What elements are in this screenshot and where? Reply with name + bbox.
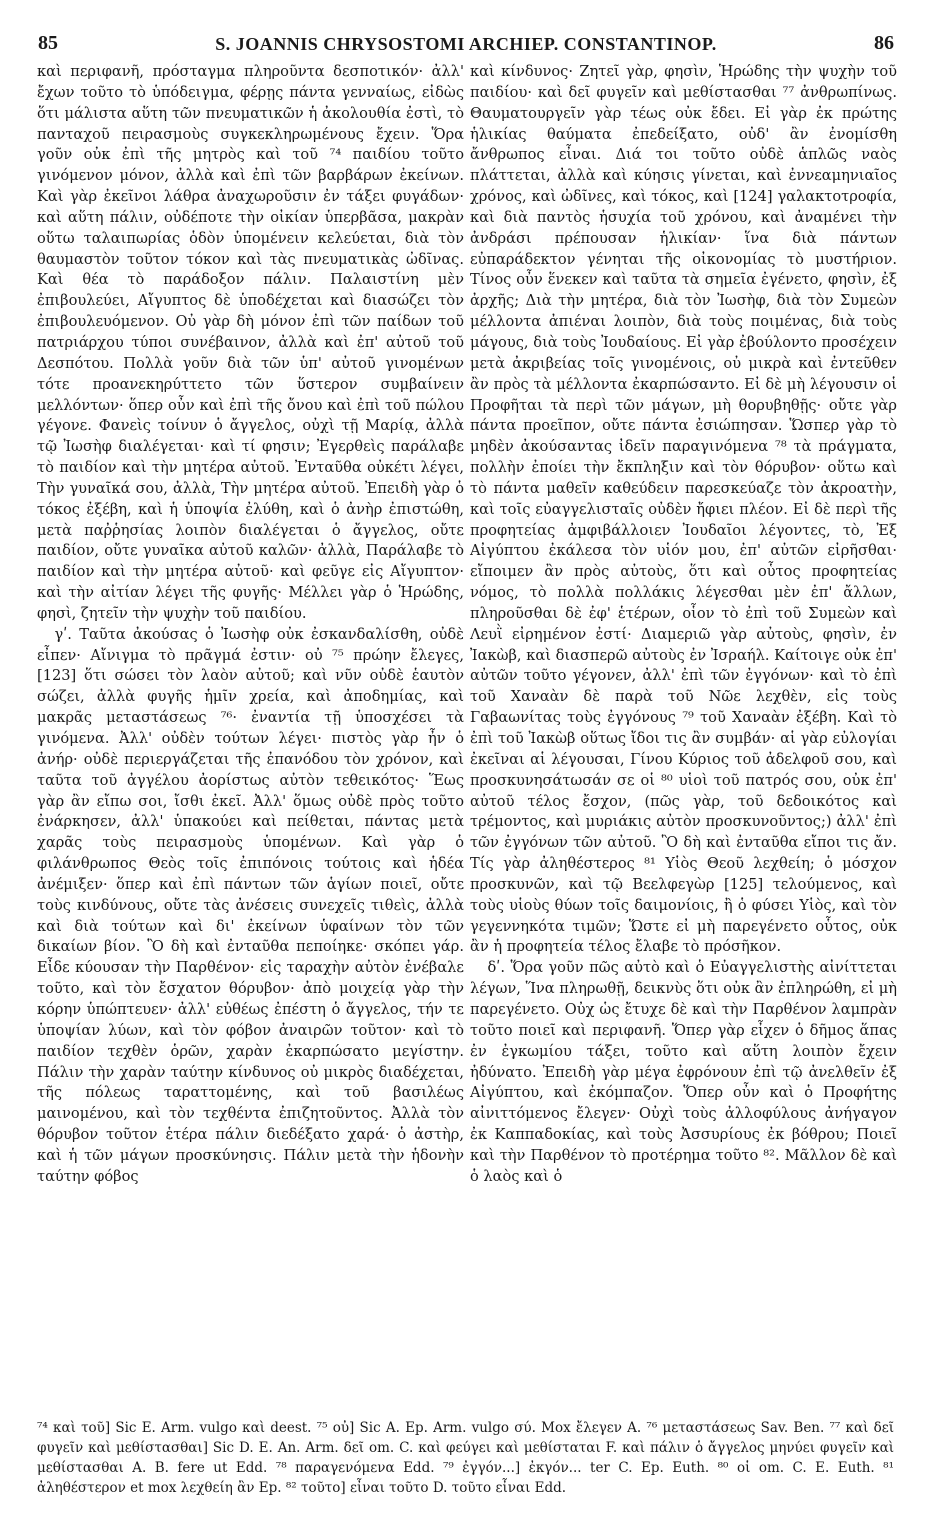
running-title: S. JOANNIS CHRYSOSTOMI ARCHIEP. CONSTANTINOP. — [215, 34, 717, 54]
left-column — [37, 62, 464, 1188]
paragraph: καὶ κίνδυνος· Ζητεῖ γὰρ, φησὶν, Ἡρώδης τὴν ψυχὴν τοῦ παιδίου· καὶ δεῖ φυγεῖν καὶ μεθίστασθαι ⁷⁷ ἀνθρωπίνως. Θαυματουργεῖν γὰρ τέως οὐκ ἔδει. Εἰ γὰρ ἐκ πρώτης ἡλικίας θαύματα ἐπεδείξατο, οὐδ' ἂν ἐνομίσθη ἄνθρωπος εἶναι. Διά τοι τοῦτο οὐδὲ ἁπλῶς ναὸς πλάττεται, ἀλλὰ καὶ κύησις γίνεται, καὶ ἐννεαμηνιαῖος χρόνος, καὶ ὠδῖνες, καὶ τόκος, καὶ [124] γαλακτοτροφία, καὶ διὰ παντὸς ἡσυχία τοῦ χρόνου, καὶ ἀναμένει τὴν ἀνδράσι πρέπουσαν ἡλικίαν· ἵνα διὰ πάντων εὐπαράδεκτον γένηται τῆς οἰκονομίας τὸ μυστήριον. Τίνος οὖν ἕνεκεν καὶ ταῦτα τὰ σημεῖα ἐγένετο, φησὶν, ἐξ ἀρχῆς; Διὰ τὴν μητέρα, διὰ τὸν Ἰωσὴφ, διὰ τὸν Συμεὼν μέλλοντα ἀπιέναι λοιπὸν, διὰ τοὺς ποιμένας, διὰ τοὺς μάγους, διὰ τοὺς Ἰουδαίους. Εἰ γὰρ ἐβούλοντο προσέχειν μετὰ ἀκριβείας τοῖς γινομένοις, οὐ μικρὰ καὶ ἐντεῦθεν ἂν πρὸς τὰ μέλλοντα ἐκαρπώσαντο. Εἰ δὲ μὴ λέγουσιν οἱ Προφῆται τὰ περὶ τῶν μάγων, μὴ θορυβηθῇς· οὔτε γὰρ πάντα προεῖπον, οὔτε πάντα ἐσιώπησαν. Ὥσπερ γὰρ τὸ μηδὲν ἀκούσαντας ἰδεῖν παραγινόμενα ⁷⁸ τὰ πράγματα, πολλὴν ἐποίει τὴν ἔκπληξιν καὶ τὸν θόρυβον· οὕτω καὶ τὸ πάντα μαθεῖν καθεύδειν παρεσκεύαζε τὸν ἀκροατὴν, καὶ τοῖς εὐαγγελισταῖς οὐδὲν ἤφιει πλέον. Εἰ δὲ περὶ τῆς προφητείας ἀμφιβάλλοιεν Ἰουδαῖοι λέγοντες, τὸ, Ἐξ Αἰγύπτου ἐκάλεσα τὸν υἱόν μου, ἐπ' αὐτῶν εἰρῆσθαι· εἴποιμεν ἂν πρὸς αὐτοὺς, ὅτι καὶ οὗτος προφητείας νόμος, τὸ πολλὰ πολλάκις λέγεσθαι μὲν ἐπ' ἄλλων, πληροῦσθαι δὲ ἐφ' ἑτέρων, οἷον τὸ ἐπὶ τοῦ Συμεὼν καὶ Λευῒ εἰρημένον ἐστί· Διαμεριῶ γὰρ αὐτοὺς, φησὶν, ἐν Ἰακὼβ, καὶ διασπερῶ αὐτοὺς ἐν Ἰσραήλ. Καίτοιγε οὐκ ἐπ' αὐτῶν τοῦτο γέγονεν, ἀλλ' ἐπὶ τῶν ἐγγόνων· καὶ τὸ ἐπὶ τοῦ Χαναὰν δὲ παρὰ τοῦ Νῶε λεχθὲν, εἰς τοὺς Γαβαωνίτας τοὺς ἐγγόνους ⁷⁹ τοῦ Χαναὰν ἐξέβη. Καὶ τὸ ἐπὶ τοῦ Ἰακὼβ οὕτως ἴδοι τις ἂν συμβάν· αἱ γὰρ εὐλογίαι ἐκεῖναι αἱ λέγουσαι, Γίνου Κύριος τοῦ ἀδελφοῦ σου, καὶ προσκυνησάτωσάν σε οἱ ⁸⁰ υἱοὶ τοῦ πατρός σου, οὐκ ἐπ' αὐτοῦ τέλος ἔσχον, (πῶς γὰρ, τοῦ δεδοικότος καὶ τρέμοντος, καὶ μυριάκις αὐτὸν προσκυνοῦντος;) ἀλλ' ἐπὶ τῶν ἐγγόνων τῶν αὐτοῦ. Ὃ δὴ καὶ ἐνταῦθα εἴποι τις ἄν. Τίς γὰρ ἀληθέστερος ⁸¹ Υἱὸς Θεοῦ λεχθείη; ὁ μόσχον προσκυνῶν, καὶ τῷ Βεελφεγὼρ [125] τελούμενος, καὶ τοὺς υἱοὺς θύων τοῖς δαιμονίοις, ἢ ὁ φύσει Υἱὸς, καὶ τὸν γεγεννηκότα τιμῶν; Ὥστε εἰ μὴ παρεγένετο οὗτος, οὐκ ἂν ἡ προφητεία τέλος ἔλαβε τὸ πρόσῆκον. — [470, 63, 897, 956]
paragraph: δʹ. Ὅρα γοῦν πῶς αὐτὸ καὶ ὁ Εὐαγγελιστὴς αἰνίττεται λέγων, Ἵνα πληρωθῇ, δεικνὺς ὅτι οὐκ ἂν ἐπληρώθη, εἰ μὴ παρεγένετο. Οὐχ ὡς ἔτυχε δὲ καὶ τὴν Παρθένον λαμπρὰν τοῦτο ποιεῖ καὶ περιφανῆ. Ὅπερ γὰρ εἶχεν ὁ δῆμος ἅπας ἐν ἐγκωμίου τάξει, τοῦτο καὶ αὕτη λοιπὸν ἔχειν ἠδύνατο. Ἐπειδὴ γὰρ μέγα ἐφρόνουν ἐπὶ τῷ ἀνελθεῖν ἐξ Αἰγύπτου, καὶ ἐκόμπαζον. Ὅπερ οὖν καὶ ὁ Προφήτης αἰνιττόμενος ἔλεγεν· Οὐχὶ τοὺς ἀλλοφύλους ἀνήγαγον ἐκ Καππαδοκίας, καὶ τοὺς Ἀσσυρίους ἐκ βόθρου; Ποιεῖ καὶ τὴν Παρθένον τὸ προτέρημα τοῦτο ⁸². Μᾶλλον δὲ καὶ ὁ λαὸς καὶ ὁ — [470, 959, 897, 1185]
footnote-text: ⁷⁴ καὶ τοῦ] Sic E. Arm. vulgo καὶ deest. ⁷⁵ οὐ] Sic A. Ep. Arm. vulgo σύ. Mox ἔλεγεν A. ⁷⁶ μεταστάσεως Sav. Ben. ⁷⁷ καὶ δεῖ φυγεῖν καὶ μεθίστασθαι] Sic D. E. An. Arm. δεῖ om. C. καὶ φεύγει καὶ μεθίσταται F. καὶ πάλιν ὁ ἄγγελος μηνύει φυγεῖν καὶ μεθίστασθαι A. B. fere ut Edd. ⁷⁸ παραγενόμενα Edd. ⁷⁹ ἐγγόν...] ἐκγόν... ter C. Ep. Euth. ⁸⁰ οἱ om. C. E. Euth. ⁸¹ ἀληθέστερον et mox λεχθείη ἂν Ep. ⁸² τοῦτο] εἶναι τοῦτο D. τοῦτο εἶναι Edd. — [37, 1420, 894, 1496]
page-number-left: 85 — [38, 32, 58, 54]
footnotes — [37, 1418, 894, 1498]
page-number-right: 86 — [874, 32, 894, 54]
paragraph: καὶ περιφανῆ, πρόσταγμα πληροῦντα δεσποτικόν· ἀλλ' ἔχων τοῦτο τὸ ὑπόδειγμα, φέρῃς πάντα γενναίως, εἰδὼς ὅτι μάλιστα αὕτη τῶν πνευματικῶν ἡ ἀκολουθία ἐστὶ, τὸ πανταχοῦ πειρασμοὺς συγκεκληρωμένους ἔχειν. Ὅρα γοῦν οὐκ ἐπὶ τῆς μητρὸς καὶ τοῦ ⁷⁴ παιδίου τοῦτο γινόμενον μόνον, ἀλλὰ καὶ ἐπὶ τῶν βαρβάρων ἐκείνων. Καὶ γὰρ ἐκεῖνοι λάθρα ἀναχωροῦσιν ἐν τάξει φυγάδων· καὶ αὕτη πάλιν, οὐδέποτε τὴν οἰκίαν ὑπερβᾶσα, μακρὰν οὕτω ταλαιπωρίας ὁδὸν ὑπομένειν κελεύεται, διὰ τὸν θαυμαστὸν τοῦτον τόκον καὶ τὰς πνευματικὰς ὠδῖνας. Καὶ θέα τὸ παράδοξον πάλιν. Παλαιστίνη μὲν ἐπιβουλεύει, Αἴγυπτος δὲ ὑποδέχεται καὶ διασώζει τὸν ἐπιβουλευόμενον. Οὐ γὰρ δὴ μόνον ἐπὶ τῶν παίδων τοῦ πατριάρχου τύποι συνέβαινον, ἀλλὰ καὶ ἐπ' αὐτοῦ τοῦ Δεσπότου. Πολλὰ γοῦν διὰ τῶν ὑπ' αὐτοῦ γινομένων τότε προανεκηρύττετο τῶν ὕστερον συμβαίνειν μελλόντων· ὅπερ οὖν καὶ ἐπὶ τῆς ὄνου καὶ ἐπὶ τοῦ πώλου γέγονε. Φανεὶς τοίνυν ὁ ἄγγελος, οὐχὶ τῇ Μαρίᾳ, ἀλλὰ τῷ Ἰωσὴφ διαλέγεται· καὶ τί φησιν; Ἐγερθεὶς παράλαβε τὸ παιδίον καὶ τὴν μητέρα αὐτοῦ. Ἐνταῦθα οὐκέτι λέγει, Τὴν γυναῖκά σου, ἀλλὰ, Τὴν μητέρα αὐτοῦ. Ἐπειδὴ γὰρ ὁ τόκος ἐξέβη, καὶ ἡ ὑποψία ἐλύθη, καὶ ὁ ἀνὴρ ἐπιστώθη, μετὰ παῤῥησίας λοιπὸν διαλέγεται ὁ ἄγγελος, οὔτε παιδίον, οὔτε γυναῖκα αὐτοῦ καλῶν· ἀλλὰ, Παράλαβε τὸ παιδίον καὶ τὴν μητέρα αὐτοῦ· καὶ φεῦγε εἰς Αἴγυπτον· καὶ τὴν αἰτίαν λέγει τῆς φυγῆς· Μέλλει γὰρ ὁ Ἡρώδης, φησὶ, ζητεῖν τὴν ψυχὴν τοῦ παιδίου. — [37, 63, 464, 622]
right-column — [470, 62, 897, 1188]
running-header — [38, 32, 894, 58]
paragraph: γʹ. Ταῦτα ἀκούσας ὁ Ἰωσὴφ οὐκ ἐσκανδαλίσθη, οὐδὲ εἶπεν· Αἴνιγμα τὸ πρᾶγμά ἐστιν· οὐ ⁷⁵ πρώην ἔλεγες, [123] ὅτι σώσει τὸν λαὸν αὐτοῦ; καὶ νῦν οὐδὲ ἑαυτὸν σώζει, ἀλλὰ φυγῆς ἡμῖν χρεία, καὶ ἀποδημίας, καὶ μακρᾶς μεταστάσεως ⁷⁶· ἐναντία τῇ ὑποσχέσει τὰ γινόμενα. Ἀλλ' οὐδὲν τούτων λέγει· πιστὸς γὰρ ἦν ὁ ἀνήρ· οὐδὲ περιεργάζεται τῆς ἐπανόδου τὸν χρόνον, καὶ ταῦτα τοῦ ἀγγέλου ἀορίστως αὐτὸν τεθεικότος· Ἕως γὰρ ἂν εἴπω σοι, ἴσθι ἐκεῖ. Ἀλλ' ὅμως οὐδὲ πρὸς τοῦτο ἐνάρκησεν, ἀλλ' ὑπακούει καὶ πείθεται, πάντας μετὰ χαρᾶς τοὺς πειρασμοὺς ὑπομένων. Καὶ γὰρ ὁ φιλάνθρωπος Θεὸς τοῖς ἐπιπόνοις τούτοις καὶ ἡδέα ἀνέμιξεν· ὅπερ καὶ ἐπὶ πάντων τῶν ἁγίων ποιεῖ, οὔτε τοὺς κινδύνους, οὔτε τὰς ἀνέσεις συνεχεῖς τιθεὶς, ἀλλὰ καὶ διὰ τούτων καὶ δι' ἐκείνων ὑφαίνων τὸν τῶν δικαίων βίον. Ὃ δὴ καὶ ἐνταῦθα πεποίηκε· σκόπει γάρ. Εἶδε κύουσαν τὴν Παρθένον· εἰς ταραχὴν αὐτὸν ἐνέβαλε τοῦτο, καὶ τὸν ἔσχατον θόρυβον· ἀπὸ μοιχείᾳ γὰρ τὴν κόρην ὑπώπτευεν· ἀλλ' εὐθέως ἐπέστη ὁ ἄγγελος, τήν τε ὑποψίαν λύων, καὶ τὸν φόβον ἀναιρῶν τοῦτον· καὶ τὸ παιδίον τεχθὲν ὁρῶν, χαρὰν ἐκαρπώσατο μεγίστην. Πάλιν τὴν χαρὰν ταύτην κίνδυνος οὐ μικρὸς διαδέχεται, τῆς πόλεως ταραττομένης, καὶ τοῦ βασιλέως μαινομένου, καὶ τὸν τεχθέντα ἐπιζητοῦντος. Ἀλλὰ τὸν θόρυβον τοῦτον ἑτέρα πάλιν διεδέξατο χαρά· ὁ ἀστὴρ, καὶ ἡ τῶν μάγων προσκύνησις. Πάλιν μετὰ τὴν ἡδονὴν ταύτην φόβος — [37, 625, 464, 1185]
